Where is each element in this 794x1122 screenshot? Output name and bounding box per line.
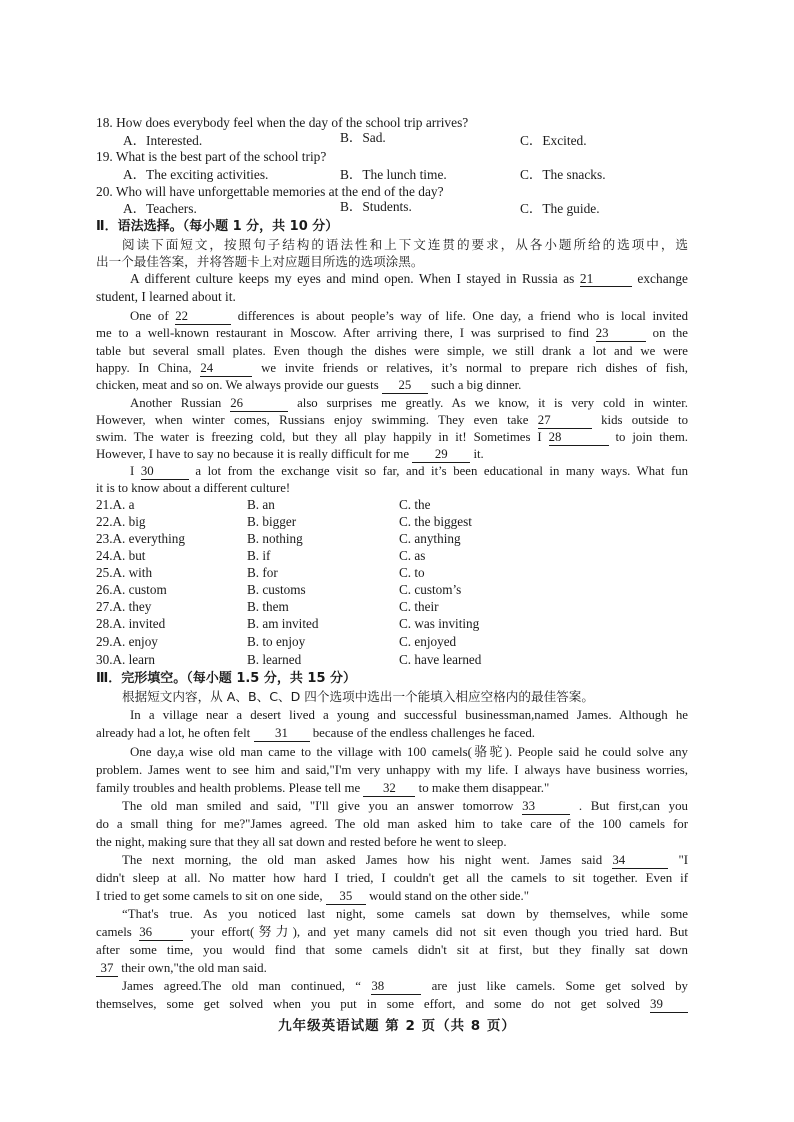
grammar-passage-line (96, 307, 688, 325)
cloze-passage-line: didn't sleep at all. No matter how hard I tried, I couldn't get all the camels to sit together. Even if (96, 871, 688, 885)
passage-text: already had a lot, he often felt (96, 726, 251, 740)
option-row-23-b: B. nothing (247, 531, 303, 546)
passage-text: swim. The water is freezing cold, but they all play happily in it! Sometimes I (96, 430, 542, 444)
passage-text: However, when winter comes, Russians enjoy swimming. They even take (96, 413, 529, 427)
cloze-passage-line (96, 977, 688, 995)
option-row-29-a: 29.A. enjoy (96, 634, 158, 649)
option-row-23-a: 23.A. everything (96, 531, 185, 546)
passage-text: James agreed.The old man continued, “ (122, 979, 362, 993)
blank-39: 39 (650, 997, 688, 1013)
cloze-passage-line: In a village near a desert lived a young and successful businessman,named James. Although he (130, 708, 688, 722)
passage-text: their own,"the old man said. (121, 961, 267, 975)
option-row-28-c: C. was inviting (399, 616, 480, 631)
grammar-passage-line (96, 324, 688, 342)
cloze-passage-line (96, 779, 688, 797)
page-footer: 九年级英语试题 第 2 页（共 8 页） (278, 1018, 516, 1034)
passage-text: The old man smiled and said, "I'll give you an answer tomorrow (122, 799, 514, 813)
grammar-passage-line: table but several small plates. Even though the dishes were simple, we still drank a lot and we were (96, 344, 688, 358)
passage-text: happy. In China, (96, 361, 192, 375)
blank-33: 33 (522, 799, 570, 815)
option-row-28-a: 28.A. invited (96, 616, 166, 631)
blank-31: 31 (254, 726, 310, 742)
section-2-instructions-line-2: 出一个最佳答案，并将答题卡上对应题目所选的选项涂黑。 (96, 254, 424, 269)
blank-25: 25 (382, 378, 428, 394)
section-2-instructions-line-1: 阅读下面短文，按照句子结构的语法性和上下文连贯的要求，从各小题所给的选项中，选 (122, 237, 688, 252)
cloze-passage-line (96, 724, 688, 742)
section-3-instructions: 根据短文内容，从 A、B、C、D 四个选项中选出一个能填入相应空格内的最佳答案。 (122, 689, 594, 704)
option-row-22-c: C. the biggest (399, 514, 472, 529)
cloze-passage-line (96, 887, 688, 905)
cloze-passage-line (96, 959, 688, 977)
option-row-21-c: C. the (399, 497, 431, 512)
passage-text: Another Russian (130, 396, 222, 410)
blank-30: 30 (141, 464, 189, 480)
passage-text: . But first,can you (578, 799, 688, 813)
blank-23: 23 (596, 326, 646, 342)
question-20-option-b: B．Students. (340, 199, 412, 214)
option-row-30-b: B. learned (247, 652, 302, 667)
grammar-passage-line (96, 359, 688, 377)
question-18-option-c: C．Excited. (520, 133, 587, 148)
grammar-passage-line (96, 462, 688, 480)
blank-21: 21 (580, 271, 632, 287)
passage-text: I tried to get some camels to sit on one side, (96, 889, 323, 903)
question-19-option-b: B．The lunch time. (340, 167, 447, 182)
passage-text: However, I have to say no because it is really difficult for me (96, 447, 410, 461)
grammar-passage-line (96, 270, 688, 288)
cloze-passage-line: One day,a wise old man came to the village with 100 camels(骆驼). People said he could solve any (130, 745, 688, 759)
passage-text: we invite friends or relatives, it’s normal to prepare rich dishes of fish, (261, 361, 689, 375)
option-row-28-b: B. am invited (247, 616, 319, 631)
question-19-option-c: C．The snacks. (520, 167, 606, 182)
question-20-stem: 20. Who will have unforgettable memories at the end of the day? (96, 184, 444, 199)
grammar-passage-line: it is to know about a different culture! (96, 481, 291, 495)
option-row-21-a: 21.A. a (96, 497, 135, 512)
cloze-passage-line: the night, making sure that they all sat down and rested before he went to sleep. (96, 835, 507, 849)
cloze-passage-line: do a small thing for me?"James agreed. The old man asked him to take care of the 100 camels for (96, 817, 688, 831)
blank-32: 32 (363, 781, 415, 797)
blank-27: 27 (538, 413, 592, 429)
blank-38: 38 (371, 979, 421, 995)
option-row-29-b: B. to enjoy (247, 634, 306, 649)
cloze-passage-line: “That's true. As you noticed last night, some camels sat down by themselves, while some (122, 907, 688, 921)
cloze-passage-line (96, 851, 688, 869)
cloze-passage-line (96, 923, 688, 941)
option-row-22-a: 22.A. big (96, 514, 146, 529)
passage-text: themselves, some get solved when you put in some effort, and some do not get solved (96, 997, 641, 1011)
option-row-27-c: C. their (399, 599, 439, 614)
option-row-30-c: C. have learned (399, 652, 482, 667)
blank-24: 24 (200, 361, 252, 377)
question-18-option-a: A．Interested. (123, 133, 203, 148)
blank-37: 37 (96, 961, 118, 977)
passage-text: The next morning, the old man asked James how his night went. James said (122, 853, 603, 867)
passage-text: "I (678, 853, 688, 867)
cloze-passage-line (96, 995, 688, 1013)
passage-text: me to a well-known restaurant in Moscow. After arriving there, I was surprised to find (96, 326, 589, 340)
grammar-passage-line (96, 445, 688, 463)
question-20-option-a: A．Teachers. (123, 201, 197, 216)
option-row-25-b: B. for (247, 565, 278, 580)
question-19-stem: 19. What is the best part of the school trip? (96, 149, 327, 164)
grammar-passage-line (96, 411, 688, 429)
cloze-passage-line: problem. James went to see him and said,"I'm very unhappy with my life. I always have business worries, (96, 763, 688, 777)
grammar-passage-line: student, I learned about it. (96, 289, 236, 304)
passage-text: kids outside to (601, 413, 689, 427)
option-row-30-a: 30.A. learn (96, 652, 155, 667)
grammar-passage-line (96, 376, 688, 394)
option-row-24-a: 24.A. but (96, 548, 146, 563)
passage-text: a lot from the exchange visit so far, and it’s been educational in many ways. What fun (195, 464, 688, 478)
passage-text: One of (130, 309, 169, 323)
option-row-24-b: B. if (247, 548, 271, 563)
option-row-26-a: 26.A. custom (96, 582, 167, 597)
passage-text: differences is about people’s way of life. One day, a friend who is local invited (237, 309, 689, 323)
option-row-26-c: C. custom’s (399, 582, 462, 597)
section-3-heading: Ⅲ．完形填空。（每小题 1.5 分，共 15 分） (96, 671, 357, 686)
passage-text: family troubles and health problems. Please tell me (96, 781, 361, 795)
blank-34: 34 (612, 853, 668, 869)
option-row-25-a: 25.A. with (96, 565, 153, 580)
blank-36: 36 (139, 925, 183, 941)
passage-text: I (130, 464, 135, 478)
option-row-27-a: 27.A. they (96, 599, 152, 614)
passage-text: your effort(努力), and yet many camels did not sit even though you tried hard. But (190, 925, 688, 939)
blank-26: 26 (230, 396, 288, 412)
cloze-passage-line (96, 797, 688, 815)
passage-text: because of the endless challenges he faced. (312, 726, 535, 740)
section-2-heading: Ⅱ．语法选择。（每小题 1 分，共 10 分） (96, 219, 339, 234)
passage-text: A different culture keeps my eyes and mind open. When I stayed in Russia as (130, 271, 575, 286)
passage-text: such a big dinner. (431, 378, 522, 392)
passage-text: it. (473, 447, 484, 461)
cloze-passage-line: after some time, you would find that some camels didn't sit at first, but they finally sat down (96, 943, 688, 957)
question-19-option-a: A．The exciting activities. (123, 167, 269, 182)
option-row-22-b: B. bigger (247, 514, 297, 529)
grammar-passage-line (96, 394, 688, 412)
question-20-option-c: C．The guide. (520, 201, 600, 216)
blank-29: 29 (412, 447, 470, 463)
option-row-27-b: B. them (247, 599, 289, 614)
grammar-passage-line (96, 428, 688, 446)
passage-text: would stand on the other side." (369, 889, 530, 903)
passage-text: camels (96, 925, 132, 939)
passage-text: chicken, meat and so on. We always provide our guests (96, 378, 379, 392)
question-18-stem: 18. How does everybody feel when the day of the school trip arrives? (96, 115, 469, 130)
passage-text: also surprises me greatly. As we know, it is very cold in winter. (297, 396, 688, 410)
question-18-option-b: B．Sad. (340, 130, 386, 145)
option-row-26-b: B. customs (247, 582, 306, 597)
blank-22: 22 (175, 309, 231, 325)
option-row-23-c: C. anything (399, 531, 461, 546)
blank-28: 28 (549, 430, 609, 446)
passage-text: to make them disappear." (418, 781, 550, 795)
passage-text: exchange (637, 271, 688, 286)
passage-text: are just like camels. Some get solved by (431, 979, 688, 993)
blank-35: 35 (326, 889, 366, 905)
option-row-25-c: C. to (399, 565, 425, 580)
passage-text: to join them. (615, 430, 688, 444)
option-row-29-c: C. enjoyed (399, 634, 457, 649)
option-row-21-b: B. an (247, 497, 275, 512)
passage-text: on the (652, 326, 688, 340)
option-row-24-c: C. as (399, 548, 426, 563)
